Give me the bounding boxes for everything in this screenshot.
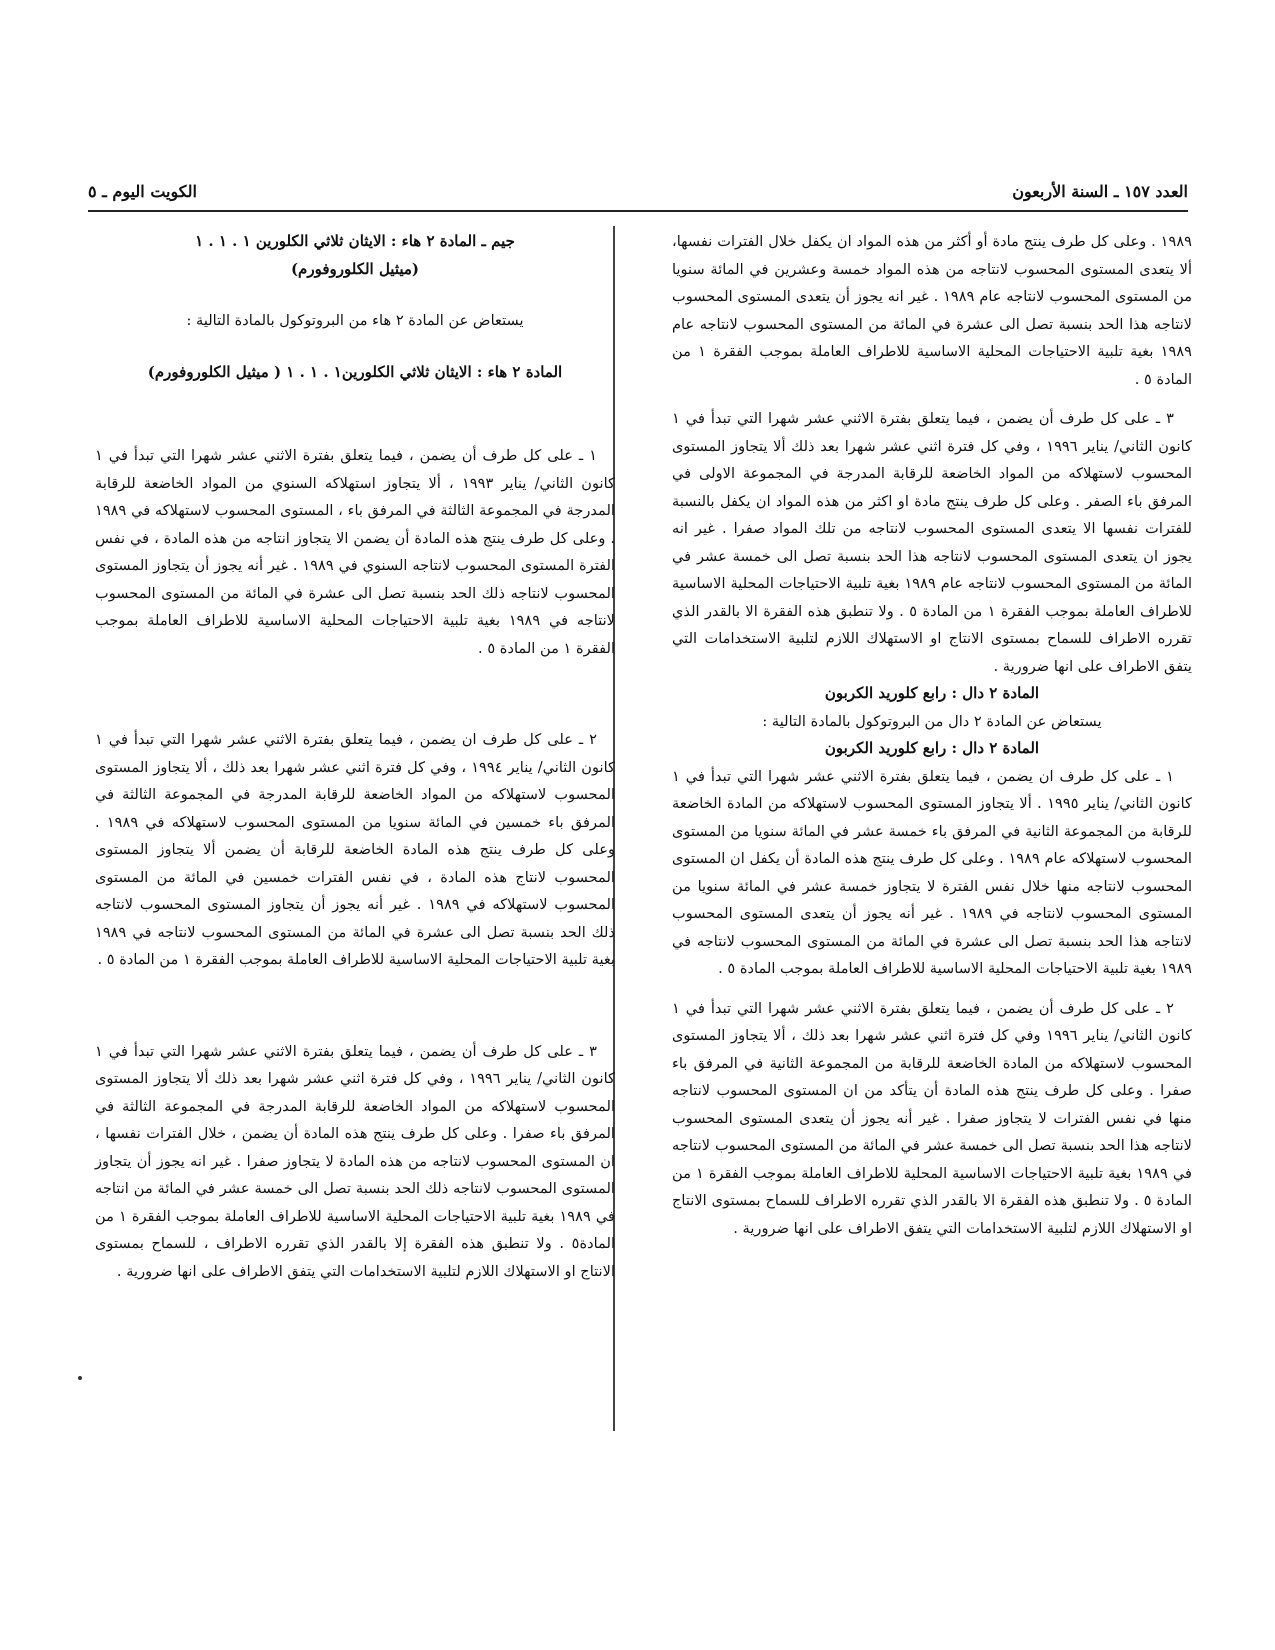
publication-label: الكويت اليوم ـ ٥ bbox=[88, 182, 197, 201]
issue-label: العدد ١٥٧ ـ السنة الأربعون bbox=[1012, 182, 1188, 201]
paragraph: ١ ـ على كل طرف ان يضمن ، فيما يتعلق بفترة الاثني عشر شهرا التي تبدأ في ١ كانون الثاني/ يناير ١٩٩٥ . ألا يتجاوز المستوى المحسوب لاستهلاكه من المادة الخاضعة للرقابة من المجموعة الثانية في المرفق باء خمسة عشر في المائة سنويا من المستوى المحسوب لاستهلاكه عام ١٩٨٩ . وعلى كل طرف ينتج هذه المادة أن يكفل ان المستوى المحسوب لانتاجه منها خلال نفس الفترة لا يتجاوز خمسة عشر في المائة سنويا من المستوى المحسوب لانتاجه في ١٩٨٩ . غير أنه يجوز أن يتعدى المستوى المحسوب لانتاجه هذا الحد بنسبة تصل الى عشرة في المائة من المستوى المحسوب لانتاجه في ١٩٨٩ بغية تلبية الاحتياجات المحلية الاساسية للاطراف العاملة بموجب المادة ٥ . bbox=[672, 767, 1192, 977]
section-subheading: (ميثيل الكلوروفورم) bbox=[290, 259, 420, 278]
paragraph: ١ ـ على كل طرف أن يضمن ، فيما يتعلق بفترة الاثني عشر شهرا التي تبدأ في ١ كانون الثاني/ يناير ١٩٩٣ ، ألا يتجاوز استهلاكه السنوي من المواد الخاضعة للرقابة المدرجة في المجموعة الثالثة في المرفق باء ، المستوى المحسوب لاستهلاكه في ١٩٨٩ . وعلى كل طرف ينتج هذه المادة أن يضمن الا يتجاوز انتاجه من هذه المادة ، في نفس الفترة المستوى المحسوب لانتاجه السنوي في ١٩٨٩ . غير أنه يجوز أن يتجاوز المستوى المحسوب لانتاجه ذلك الحد بنسبة تصل الى عشرة في المائة من المستوى المحسوب لانتاجه في ١٩٨٩ بغية تلبية الاحتياجات المحلية الاساسية للاطراف العاملة بموجب الفقرة ١ من المادة ٥ . bbox=[95, 447, 616, 657]
scan-mark bbox=[78, 1376, 82, 1380]
section-heading: المادة ٢ دال : رابع كلوريد الكربون bbox=[824, 739, 1040, 757]
left-column bbox=[95, 228, 615, 1285]
paragraph: ٣ ـ على كل طرف أن يضمن ، فيما يتعلق بفترة الاثني عشر شهرا التي تبدأ في ١ كانون الثاني/ يناير ١٩٩٦ ، وفي كل فترة اثني عشر شهرا بعد ذلك ألا يتجاوز المستوى المحسوب لاستهلاكه من المواد الخاضعة للرقابة المدرجة في المجموعة الثالثة في المرفق باء صفرا . وعلى كل طرف ينتج هذه المادة أن يضمن ، خلال الفترات نفسها ، ان المستوى المحسوب لانتاجه من هذه المادة لا يتجاوز صفرا . غير انه يجوز أن يتجاوز المستوى المحسوب لانتاجه ذلك الحد بنسبة تصل الى خمسة عشر في المائة من انتاجه في ١٩٨٩ بغية تلبية الاحتياجات المحلية الاساسية للاطراف العاملة بموجب الفقرة ١ من المادة٥ . ولا تنطبق هذه الفقرة إلا بالقدر الذي تقرره الاطراف ، للسماح بمستوى الانتاج او الاستهلاك اللازم لتلبية الاستخدامات التي يتفق الاطراف على انها ضرورية . bbox=[95, 1042, 615, 1280]
section-heading: المادة ٢ هاء : الايثان ثلاثي الكلورين١ . ١ . ١ ( ميثيل الكلوروفورم) bbox=[147, 362, 563, 381]
paragraph: ٢ ـ على كل طرف ان يضمن ، فيما يتعلق بفترة الاثني عشر شهرا التي تبدأ في ١ كانون الثاني/ يناير ١٩٩٤ ، وفي كل فترة اثني عشر شهرا بعد ذلك ، ألا يتجاوز المستوى المحسوب لاستهلاكه من المواد الخاضعة للرقابة المدرجة في المجموعة الثالثة في المرفق باء خمسين في المائة سنويا من المستوى المحسوب لاستهلاكه في ١٩٨٩ . وعلى كل طرف ينتج هذه المادة الخاضعة للرقابة أن يضمن ألا يتجاوز المستوى المحسوب لانتاج هذه المادة ، في نفس الفترات خمسين في المائة من المستوى المحسوب لاستهلاكه في ١٩٨٩ . غير أنه يجوز أن يتجاوز المستوى المحسوب لانتاجه ذلك الحد بنسبة تصل الى عشرة في المائة من المستوى المحسوب لانتاجه في ١٩٨٩ بغية تلبية الاحتياجات المحلية الاساسية للاطراف العاملة بموجب الفقرة ١ من المادة ٥ . bbox=[95, 731, 616, 968]
section-heading: جيم ـ المادة ٢ هاء : الايثان ثلاثي الكلورين ١ . ١ . ١ bbox=[195, 232, 515, 250]
section-heading: المادة ٢ دال : رابع كلوريد الكربون bbox=[824, 684, 1040, 702]
paragraph: ١٩٨٩ . وعلى كل طرف ينتج مادة أو أكثر من هذه المواد ان يكفل خلال الفترات نفسها، ألا يتعدى المستوى المحسوب لانتاجه من هذه المواد خمسة وعشرين في المائة سنويا من المستوى المحسوب لانتاجه عام ١٩٨٩ . غير انه يجوز أن يتعدى المستوى المحسوب لانتاجه هذا الحد بنسبة تصل الى عشرة في المائة من المستوى المحسوب لانتاجه عام ١٩٨٩ بغية تلبية الاحتياجات المحلية الاساسية للاطراف العاملة بموجب الفقرة ١ من المادة ٥ . bbox=[672, 233, 1193, 388]
paragraph: ٣ ـ على كل طرف أن يضمن ، فيما يتعلق بفترة الاثني عشر شهرا التي تبدأ في ١ كانون الثاني/ يناير ١٩٩٦ ، وفي كل فترة اثني عشر شهرا بعد ذلك ألا يتجاوز المستوى المحسوب لاستهلاكه من المواد الخاضعة للرقابة المدرجة في المجموعة الاولى في المرفق باء الصفر . وعلى كل طرف ينتج مادة او اكثر من هذه المواد ان يكفل بالنسبة للفترات نفسها الا يتعدى المستوى المحسوب لانتاجه من تلك المواد صفرا . غير انه يجوز ان يتعدى المستوى المحسوب لانتاجه هذا الحد بنسبة تصل الى خمسة عشر في المائة من المستوى المحسوب لانتاجه عام ١٩٨٩ بغية تلبية الاحتياجات المحلية الاساسية للاطراف العاملة بموجب الفقرة ١ من المادة ٥ . ولا تنطبق هذه الفقرة الا بالقدر الذي تقرره الاطراف للسماح بمستوى الانتاج او الاستهلاك اللازم لتلبية الاستخدامات التي يتفق الاطراف على انها ضرورية . bbox=[672, 410, 1193, 675]
right-column bbox=[672, 228, 1192, 1242]
page-header bbox=[88, 180, 1188, 212]
paragraph: ٢ ـ على كل طرف أن يضمن ، فيما يتعلق بفترة الاثني عشر شهرا التي تبدأ في ١ كانون الثاني/ يناير ١٩٩٦ وفي كل فترة اثني عشر شهرا بعد ذلك ، ألا يتجاوز المستوى المحسوب لاستهلاكه من المادة الخاضعة للرقابة من المجموعة الثانية في المرفق باء صفرا . وعلى كل طرف ينتج هذه المادة أن يتأكد من ان المستوى المحسوب لانتاجه منها في نفس الفترات لا يتجاوز صفرا . غير أنه يجوز أن يتعدى المستوى المحسوب لانتاجه هذا الحد بنسبة تصل الى خمسة عشر في المائة من المستوى المحسوب لانتاجه في ١٩٨٩ بغية تلبية الاحتياجات الاساسية المحلية للاطراف العاملة بموجب الفقرة ١ من المادة ٥ . ولا تنطبق هذه الفقرة الا بالقدر الذي تقرره الاطراف للسماح بمستوى الانتاج او الاستهلاك اللازم لتلبية الاستخدامات التي يتفق الاطراف على انها ضرورية . bbox=[672, 999, 1192, 1237]
replacement-note: يستعاض عن المادة ٢ هاء من البروتوكول بالمادة التالية : bbox=[186, 312, 524, 329]
replacement-note: يستعاض عن المادة ٢ دال من البروتوكول بالمادة التالية : bbox=[762, 712, 1102, 730]
